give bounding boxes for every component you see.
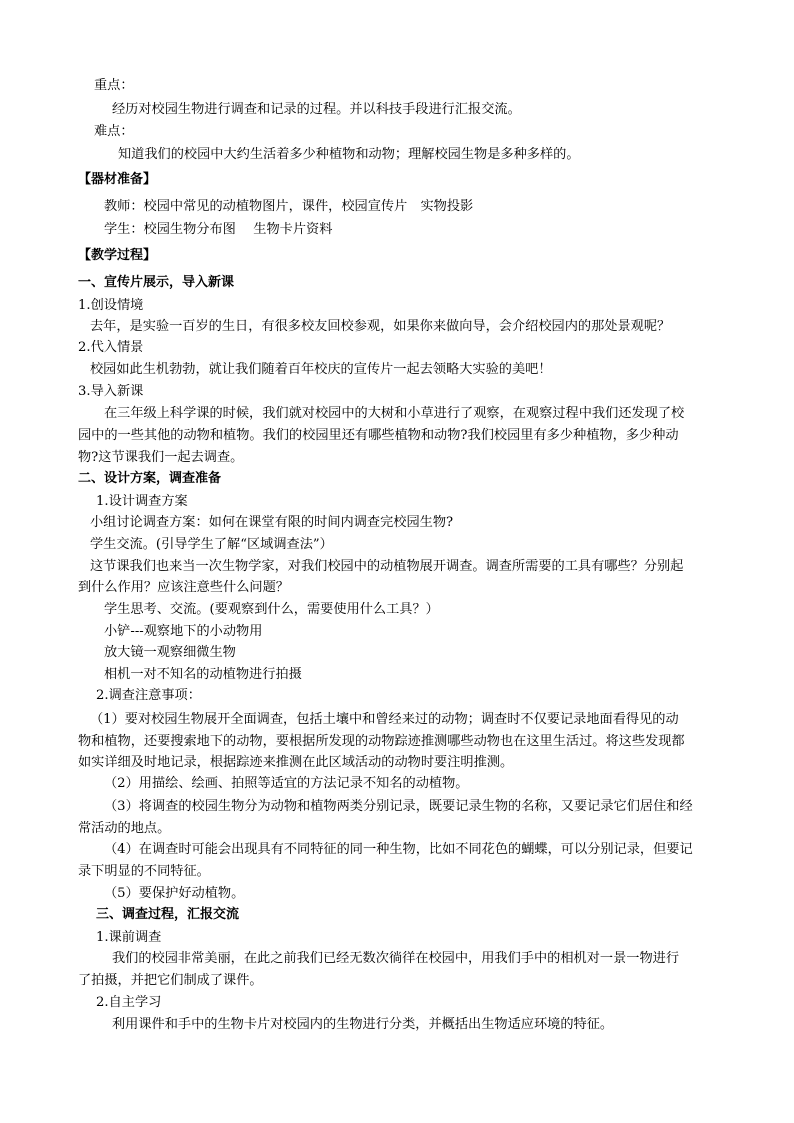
- note-4-line2: 录下明显的不同特征。: [78, 864, 210, 879]
- heading-part-2: 二、设计方案，调查准备: [78, 471, 222, 486]
- paragraph-3-1-line1: 我们的校园非常美丽，在此之前我们已经无数次徜徉在校园中，用我们手中的相机对一景一物进行: [112, 951, 680, 966]
- note-4-line1: （4）在调查时可能会出现具有不同特征的同一种生物，比如不同花色的蝴蝶，可以分别记录，但要记: [104, 842, 693, 857]
- paragraph-1-3-line2: 园中的一些其他的动物和植物。我们的校园里还有哪些植物和动物?我们校园里有多少种植物，多少种动: [78, 428, 679, 443]
- paragraph-2-1-b: 学生交流。(引导学生了解“区域调查法”）: [90, 537, 333, 552]
- subheading-1-1: 1.创设情境: [78, 298, 144, 313]
- paragraph-2-1-d: 学生思考、交流。(要观察到什么，需要使用什么工具？）: [104, 602, 439, 617]
- teacher-materials: 教师：校园中常见的动植物图片，课件，校园宣传片 实物投影: [104, 199, 474, 214]
- tool-camera: 相机一对不知名的动植物进行拍摄: [104, 667, 302, 682]
- difficulty-label: 难点：: [94, 124, 134, 139]
- note-3-line2: 常活动的地点。: [78, 821, 171, 836]
- note-2: （2）用描绘、绘画、拍照等适宜的方法记录不知名的动植物。: [104, 776, 469, 791]
- paragraph-2-1-c-line1: 这节课我们也来当一次生物学家，对我们校园中的动植物展开调查。调查所需要的工具有哪些？分别起: [90, 559, 684, 574]
- paragraph-1-2: 校园如此生机勃勃，就让我们随着百年校庆的宣传片一起去领略大实验的美吧！: [90, 362, 552, 377]
- note-1-line3: 如实详细及时地记录，根据踪迹来推测在此区域活动的动物时要注明推测。: [78, 755, 514, 770]
- paragraph-1-3-line1: 在三年级上科学课的时候，我们就对校园中的大树和小草进行了观察，在观察过程中我们还发现了校: [104, 406, 685, 421]
- subheading-1-3: 3.导入新课: [78, 384, 144, 399]
- paragraph-2-1-a: 小组讨论调查方案：如何在课堂有限的时间内调查完校园生物?: [90, 515, 454, 530]
- note-5: （5）要保护好动植物。: [104, 886, 245, 901]
- note-1-line2: 物和植物，还要搜索地下的动物，要根据所发现的动物踪迹推测哪些动物也在这里生活过。将这些发现都: [78, 734, 685, 749]
- key-points-label: 重点：: [94, 78, 134, 93]
- paragraph-1-3-line3: 物?这节课我们一起去调查。: [78, 450, 244, 465]
- student-materials: 学生：校园生物分布图 生物卡片资料: [104, 222, 333, 237]
- section-heading-process: 【教学过程】: [78, 248, 157, 263]
- tool-shovel: 小铲---观察地下的小动物用: [104, 624, 263, 639]
- paragraph-3-1-line2: 了拍摄，并把它们制成了课件。: [78, 973, 263, 988]
- subheading-3-1: 1.课前调查: [96, 930, 162, 945]
- difficulty-text: 知道我们的校园中大约生活着多少种植物和动物；理解校园生物是多种多样的。: [118, 147, 580, 162]
- subheading-2-1: 1.设计调查方案: [96, 494, 188, 509]
- paragraph-3-2: 利用课件和手中的生物卡片对校园内的生物进行分类，并概括出生物适应环境的特征。: [112, 1017, 614, 1032]
- section-heading-materials: 【器材准备】: [78, 172, 157, 187]
- note-1-line1: （1）要对校园生物展开全面调查，包括土壤中和曾经来过的动物；调查时不仅要记录地面看得见的动: [90, 712, 679, 727]
- paragraph-2-1-c-line2: 到什么作用？应该注意些什么问题？: [78, 580, 289, 595]
- heading-part-1: 一、宣传片展示，导入新课: [78, 275, 235, 290]
- note-3-line1: （3）将调查的校园生物分为动物和植物两类分别记录，既要记录生物的名称，又要记录它们居住和经: [104, 799, 693, 814]
- paragraph-1-1: 去年，是实验一百岁的生日，有很多校友回校参观，如果你来做向导，会介绍校园内的那处景观呢？: [90, 319, 671, 334]
- heading-part-3: 三、调查过程，汇报交流: [96, 907, 240, 922]
- subheading-2-2: 2.调查注意事项：: [96, 688, 201, 703]
- tool-magnifier: 放大镜一观察细微生物: [104, 645, 236, 660]
- key-points-text: 经历对校园生物进行调查和记录的过程。并以科技手段进行汇报交流。: [112, 102, 521, 117]
- subheading-1-2: 2.代入情景: [78, 340, 144, 355]
- subheading-3-2: 2.自主学习: [96, 995, 162, 1010]
